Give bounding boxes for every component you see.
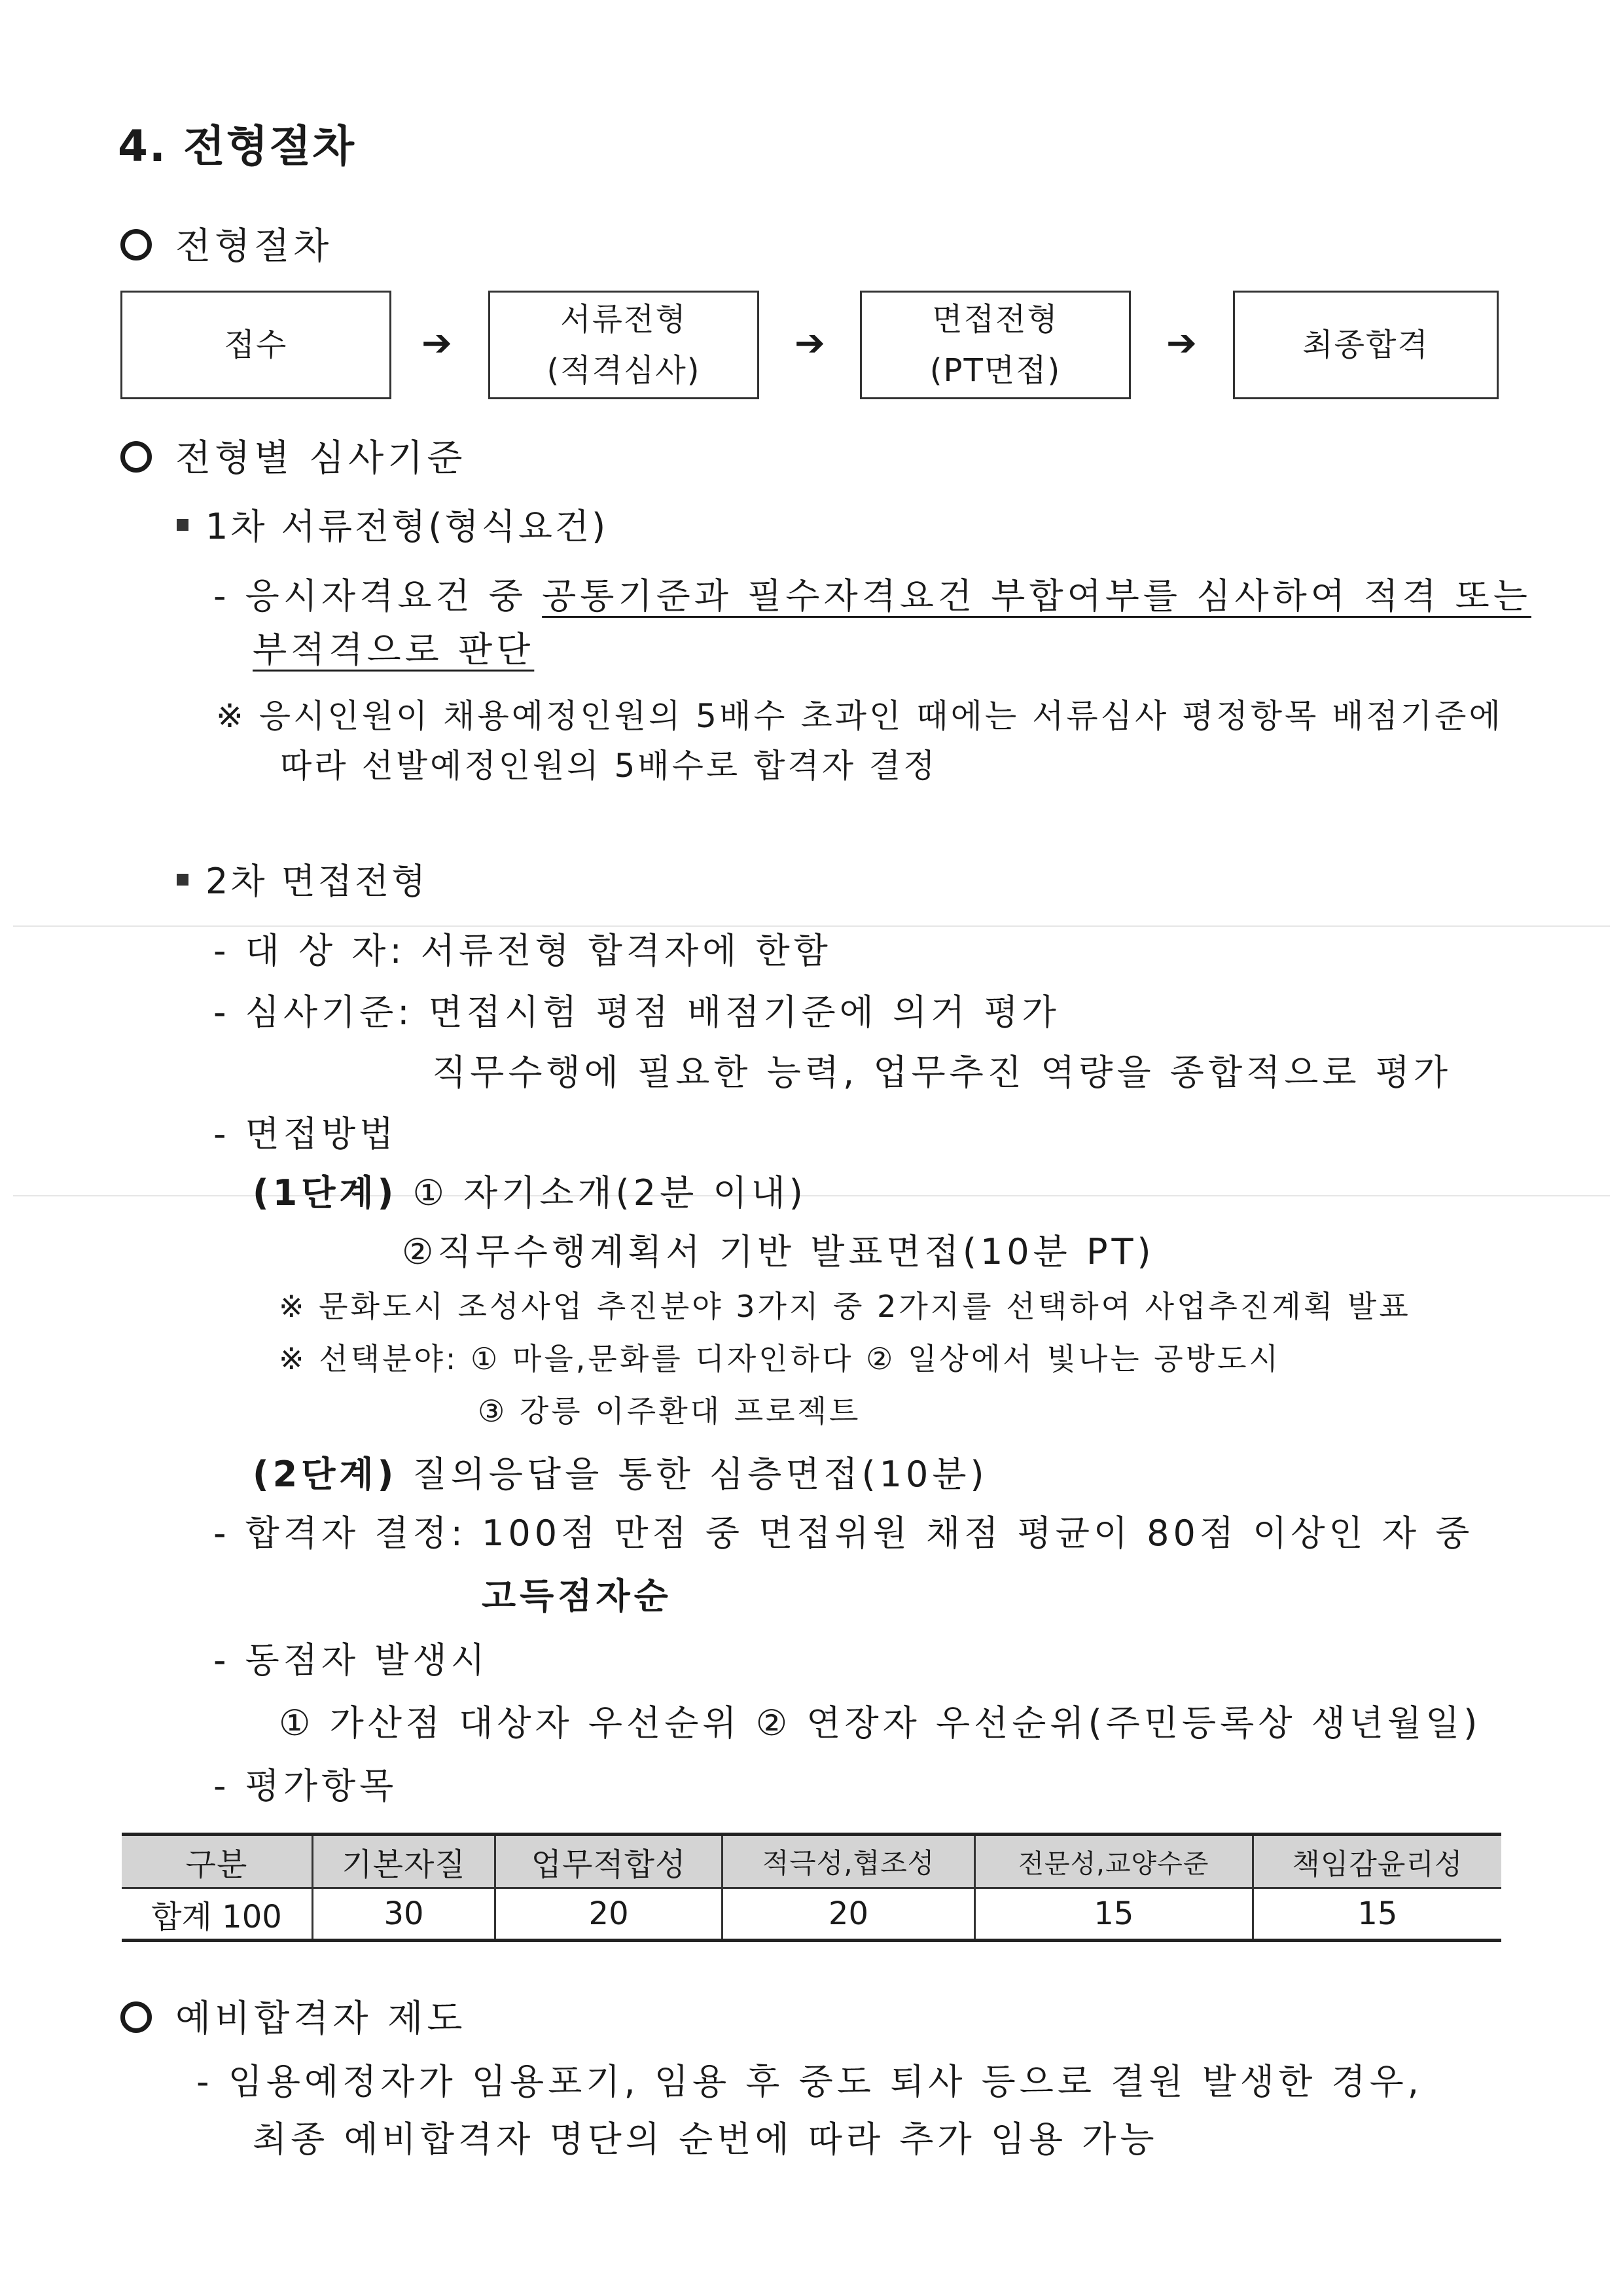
table-cell: 합계 100 xyxy=(122,1888,312,1941)
flow-step-sublabel: (적격심사) xyxy=(546,352,701,389)
eval-items-label: - 평가항목 xyxy=(213,1765,398,1806)
table-cell: 30 xyxy=(312,1888,495,1941)
flow-step-label: 접수 xyxy=(224,327,288,363)
table-header-cell: 기본자질 xyxy=(312,1835,495,1888)
tie-detail: ① 가산점 대상자 우선순위 ② 연장자 우선순위(주민등록상 생년월일) xyxy=(279,1702,1482,1744)
stage2-method: - 면접방법 xyxy=(213,1113,398,1155)
step1-label: (1단계) xyxy=(253,1172,398,1213)
stage1-note-line2: 따라 선발예정인원의 5배수로 합격자 결정 xyxy=(280,747,938,785)
reserve-line2: 최종 예비합격자 명단의 순번에 따라 추가 임용 가능 xyxy=(253,2119,1158,2160)
stage1-heading xyxy=(177,499,608,549)
table-header-cell: 업무적합성 xyxy=(495,1835,722,1888)
arrow-right-icon: ➔ xyxy=(421,322,452,365)
reserve-line1: - 임용예정자가 임용포기, 임용 후 중도 퇴사 등으로 결원 발생한 경우, xyxy=(196,2061,1423,2102)
flow-step-label: 면접전형 xyxy=(932,301,1059,338)
flow-step-label: 최종합격 xyxy=(1302,327,1429,363)
stage2-heading-text: 2차 면접전형 xyxy=(205,861,429,902)
section-heading-text: 전형별 심사기준 xyxy=(175,437,467,480)
interview-note-b: ※ 선택분야: ① 마을,문화를 디자인하다 ② 일상에서 빛나는 공방도시 xyxy=(279,1341,1281,1376)
stage1-line1 xyxy=(213,568,1531,619)
circle-bullet-icon xyxy=(120,2001,152,2033)
section-heading-reserve xyxy=(120,1990,466,2042)
circle-bullet-icon xyxy=(120,441,152,473)
table-cell: 15 xyxy=(974,1888,1253,1941)
stage1-line2: 부적격으로 판단 xyxy=(253,629,535,670)
evaluation-table xyxy=(122,1833,1501,1942)
table-row xyxy=(122,1888,1501,1941)
flow-step-interview xyxy=(860,291,1131,399)
tie-heading: - 동점자 발생시 xyxy=(213,1640,489,1681)
stage2-heading xyxy=(177,853,428,904)
table-cell: 20 xyxy=(722,1888,975,1941)
stage1-note-line1: ※ 응시인원이 채용예정인원의 5배수 초과인 때에는 서류심사 평정항목 배점기준에 xyxy=(216,697,1503,735)
pass-decision-line1: - 합격자 결정: 100점 만점 중 면접위원 채점 평균이 80점 이상인 자 중 xyxy=(213,1513,1474,1554)
table-cell: 15 xyxy=(1253,1888,1501,1941)
flow-step-final-pass xyxy=(1233,291,1499,399)
stage1-line1-prefix: - 응시자격요건 중 xyxy=(213,575,543,617)
stage2-criteria-line1: - 심사기준: 면접시험 평점 배점기준에 의거 평가 xyxy=(213,992,1060,1033)
circle-bullet-icon xyxy=(120,229,152,260)
step1-presentation: ②직무수행계획서 기반 발표면접(10분 PT) xyxy=(402,1231,1155,1272)
step2-label: (2단계) xyxy=(253,1454,398,1495)
flow-step-sublabel: (PT면접) xyxy=(929,352,1061,389)
stage1-line1-underlined: 공통기준과 필수자격요건 부합여부를 심사하여 적격 또는 xyxy=(542,575,1531,617)
arrow-right-icon: ➔ xyxy=(1166,322,1197,365)
interview-note-a: ※ 문화도시 조성사업 추진분야 3가지 중 2가지를 선택하여 사업추진계획 발표 xyxy=(279,1289,1411,1324)
section-heading-criteria xyxy=(120,429,466,482)
section-heading-procedure xyxy=(120,217,332,270)
square-bullet-icon xyxy=(177,519,188,531)
section-heading-text: 전형절차 xyxy=(175,225,333,268)
table-header-cell: 책임감윤리성 xyxy=(1253,1835,1501,1888)
table-header-cell: 구분 xyxy=(122,1835,312,1888)
interview-note-c: ③ 강릉 이주환대 프로젝트 xyxy=(478,1393,861,1429)
flow-step-document-screening xyxy=(488,291,759,399)
step2-text: 질의응답을 통한 심층면접(10분) xyxy=(412,1454,988,1495)
arrow-right-icon: ➔ xyxy=(794,322,825,365)
table-header-cell: 적극성,협조성 xyxy=(722,1835,975,1888)
pass-decision-line2: 고득점자순 xyxy=(482,1575,672,1617)
interview-step1 xyxy=(253,1165,807,1215)
page-title: 4. 전형절차 xyxy=(118,121,355,171)
stage2-target: - 대 상 자: 서류전형 합격자에 한함 xyxy=(213,930,832,971)
flow-step-receipt xyxy=(120,291,391,399)
table-cell: 20 xyxy=(495,1888,722,1941)
table-header-row xyxy=(122,1835,1501,1888)
interview-step2 xyxy=(253,1446,988,1497)
square-bullet-icon xyxy=(177,874,188,886)
stage1-heading-text: 1차 서류전형(형식요건) xyxy=(205,506,609,547)
flow-step-label: 서류전형 xyxy=(560,301,687,338)
stage2-criteria-line2: 직무수행에 필요한 능력, 업무추진 역량을 종합적으로 평가 xyxy=(432,1052,1452,1093)
table-header-cell: 전문성,교양수준 xyxy=(974,1835,1253,1888)
section-heading-text: 예비합격자 제도 xyxy=(175,1998,467,2040)
step1-self-intro: ① 자기소개(2분 이내) xyxy=(412,1172,807,1213)
